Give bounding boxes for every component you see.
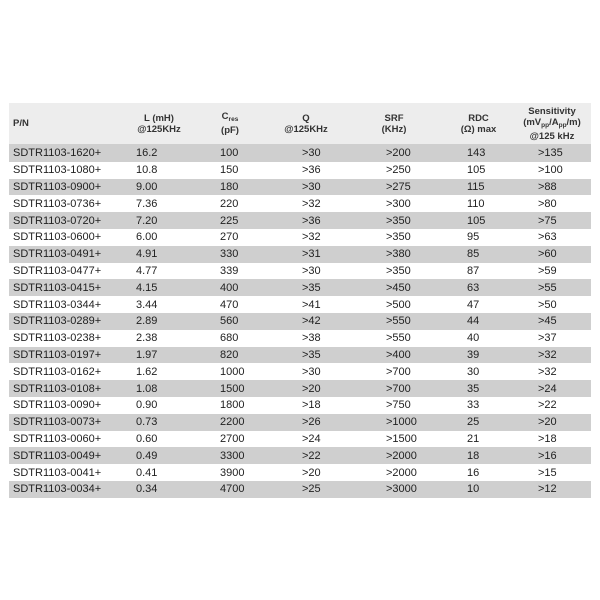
q-cell: >32 [302,197,321,210]
rdc-cell: 33 [467,399,480,412]
q-cell: >31 [302,248,321,261]
rdc-cell: 25 [467,416,480,429]
rdc-cell: 39 [467,348,480,361]
inductance-cell: 0.49 [136,449,158,462]
cres-cell: 400 [220,281,239,294]
table-row [9,447,591,464]
inductance-cell: 6.00 [136,231,158,244]
table-row [9,347,591,364]
srf-cell: >1000 [386,416,417,429]
rdc-cell: 87 [467,264,480,277]
srf-cell: >380 [386,248,411,261]
sensitivity-cell: >63 [538,231,557,244]
part-number-cell: SDTR1103-0238+ [13,332,102,345]
srf-cell: >500 [386,298,411,311]
table-row [9,330,591,347]
table-header-row [9,103,591,145]
table-row [9,145,591,162]
q-cell: >20 [302,382,321,395]
inductance-cell: 1.62 [136,365,158,378]
q-cell: >35 [302,281,321,294]
inductance-cell: 4.15 [136,281,158,294]
srf-cell: >450 [386,281,411,294]
q-cell: >30 [302,180,321,193]
table-row [9,313,591,330]
rdc-cell: 10 [467,483,480,496]
part-number-cell: SDTR1103-0600+ [13,231,102,244]
sensitivity-cell: >59 [538,264,557,277]
inductance-cell: 16.2 [136,147,158,160]
header-cres: $C_{res}$ (pF) [221,111,239,136]
rdc-cell: 18 [467,449,480,462]
cres-cell: 3300 [220,449,245,462]
q-cell: >32 [302,231,321,244]
rdc-cell: 30 [467,365,480,378]
cres-cell: 100 [220,147,239,160]
cres-cell: 1000 [220,365,245,378]
inductance-cell: 4.77 [136,264,158,277]
sensitivity-cell: >60 [538,248,557,261]
q-cell: >18 [302,399,321,412]
inductance-cell: 7.36 [136,197,158,210]
cres-cell: 220 [220,197,239,210]
part-number-cell: SDTR1103-0041+ [13,466,102,479]
sensitivity-cell: >135 [538,147,563,160]
table-row [9,246,591,263]
rdc-cell: 115 [467,180,485,193]
q-cell: >24 [302,432,321,445]
sensitivity-cell: >55 [538,281,557,294]
sensitivity-cell: >50 [538,298,557,311]
rdc-cell: 40 [467,332,480,345]
part-number-cell: SDTR1103-1080+ [13,164,102,177]
inductance-cell: 10.8 [136,164,158,177]
header-inductance: L (mH) @125KHz [137,112,181,135]
sensitivity-cell: >45 [538,315,557,328]
q-cell: >30 [302,147,321,160]
q-cell: >20 [302,466,321,479]
part-number-cell: SDTR1103-0491+ [13,248,102,261]
srf-cell: >550 [386,315,411,328]
table-row [9,380,591,397]
srf-cell: >300 [386,197,411,210]
q-cell: >30 [302,365,321,378]
sensitivity-cell: >37 [538,332,557,345]
srf-cell: >250 [386,164,411,177]
inductance-cell: 4.91 [136,248,158,261]
table-row [9,263,591,280]
header-srf: SRF (KHz) [381,112,407,135]
inductance-cell: 0.34 [136,483,158,496]
table-row [9,179,591,196]
part-number-cell: SDTR1103-0090+ [13,399,102,412]
part-number-cell: SDTR1103-0289+ [13,315,102,328]
srf-cell: >2000 [386,466,417,479]
rdc-cell: 35 [467,382,480,395]
table-row [9,279,591,296]
srf-cell: >3000 [386,483,417,496]
cres-cell: 820 [220,348,239,361]
rdc-cell: 21 [467,432,480,445]
part-number-cell: SDTR1103-0108+ [13,382,102,395]
cres-cell: 225 [220,214,239,227]
sensitivity-cell: >15 [538,466,557,479]
inductance-cell: 0.60 [136,432,158,445]
rdc-cell: 85 [467,248,480,261]
rdc-cell: 16 [467,466,480,479]
q-cell: >36 [302,214,321,227]
part-number-cell: SDTR1103-0162+ [13,365,102,378]
q-cell: >35 [302,348,321,361]
srf-cell: >400 [386,348,411,361]
table-body [9,145,591,498]
cres-cell: 1500 [220,382,245,395]
cres-cell: 2700 [220,432,245,445]
q-cell: >42 [302,315,321,328]
srf-cell: >350 [386,231,411,244]
sensitivity-cell: >75 [538,214,557,227]
inductor-spec-table [9,103,591,498]
inductance-cell: 2.89 [136,315,158,328]
header-sensitivity: Sensitivity $(mV_{pp}/A_{pp}/m)$ @125 kHz [523,105,581,142]
cres-cell: 3900 [220,466,245,479]
table-row [9,363,591,380]
rdc-cell: 63 [467,281,480,294]
sensitivity-cell: >88 [538,180,557,193]
table-row [9,296,591,313]
rdc-cell: 143 [467,147,486,160]
sensitivity-cell: >32 [538,348,557,361]
table-row [9,212,591,229]
srf-cell: >350 [386,214,411,227]
cres-cell: 470 [220,298,239,311]
cres-cell: 2200 [220,416,245,429]
inductance-cell: 1.97 [136,348,158,361]
sensitivity-cell: >80 [538,197,557,210]
header-rdc: RDC (Ω) max [460,112,497,135]
inductance-cell: 0.41 [136,466,158,479]
inductance-cell: 2.38 [136,332,158,345]
table-row [9,464,591,481]
rdc-cell: 44 [467,315,480,328]
part-number-cell: SDTR1103-0197+ [13,348,102,361]
sensitivity-cell: >24 [538,382,557,395]
q-cell: >38 [302,332,321,345]
table-row [9,397,591,414]
table-row [9,414,591,431]
cres-cell: 680 [220,332,239,345]
q-cell: >41 [302,298,321,311]
inductance-cell: 9.00 [136,180,158,193]
part-number-cell: SDTR1103-0060+ [13,432,102,445]
inductance-cell: 3.44 [136,298,158,311]
cres-cell: 180 [220,180,239,193]
rdc-cell: 105 [467,214,486,227]
part-number-cell: SDTR1103-0034+ [13,483,102,496]
q-cell: >26 [302,416,321,429]
rdc-cell: 95 [467,231,480,244]
srf-cell: >1500 [386,432,417,445]
q-cell: >30 [302,264,321,277]
srf-cell: >200 [386,147,411,160]
inductance-cell: 1.08 [136,382,158,395]
srf-cell: >700 [386,365,411,378]
part-number-cell: SDTR1103-0736+ [13,197,102,210]
inductance-cell: 0.73 [136,416,158,429]
part-number-cell: SDTR1103-0477+ [13,264,102,277]
part-number-cell: SDTR1103-0073+ [13,416,102,429]
table-row [9,195,591,212]
cres-cell: 330 [220,248,239,261]
table-row [9,162,591,179]
srf-cell: >750 [386,399,411,412]
header-q: Q @125KHz [284,112,328,135]
srf-cell: >275 [386,180,411,193]
inductance-cell: 7.20 [136,214,158,227]
sensitivity-cell: >18 [538,432,557,445]
table-row [9,229,591,246]
table-row [9,431,591,448]
table-row [9,481,591,498]
rdc-cell: 105 [467,164,486,177]
sensitivity-cell: >22 [538,399,557,412]
part-number-cell: SDTR1103-0415+ [13,281,102,294]
srf-cell: >2000 [386,449,417,462]
part-number-cell: SDTR1103-0049+ [13,449,102,462]
part-number-cell: SDTR1103-1620+ [13,147,102,160]
rdc-cell: 110 [467,197,485,210]
srf-cell: >700 [386,382,411,395]
cres-cell: 270 [220,231,239,244]
inductance-cell: 0.90 [136,399,158,412]
cres-cell: 1800 [220,399,245,412]
srf-cell: >350 [386,264,411,277]
sensitivity-cell: >100 [538,164,563,177]
sensitivity-cell: >16 [538,449,557,462]
header-pn: P/N [13,118,29,129]
sensitivity-cell: >32 [538,365,557,378]
cres-cell: 150 [220,164,239,177]
q-cell: >22 [302,449,321,462]
part-number-cell: SDTR1103-0900+ [13,180,102,193]
cres-cell: 339 [220,264,239,277]
part-number-cell: SDTR1103-0344+ [13,298,102,311]
srf-cell: >550 [386,332,411,345]
rdc-cell: 47 [467,298,480,311]
q-cell: >25 [302,483,321,496]
sensitivity-cell: >20 [538,416,557,429]
cres-cell: 560 [220,315,239,328]
q-cell: >36 [302,164,321,177]
cres-cell: 4700 [220,483,245,496]
part-number-cell: SDTR1103-0720+ [13,214,102,227]
sensitivity-cell: >12 [538,483,557,496]
